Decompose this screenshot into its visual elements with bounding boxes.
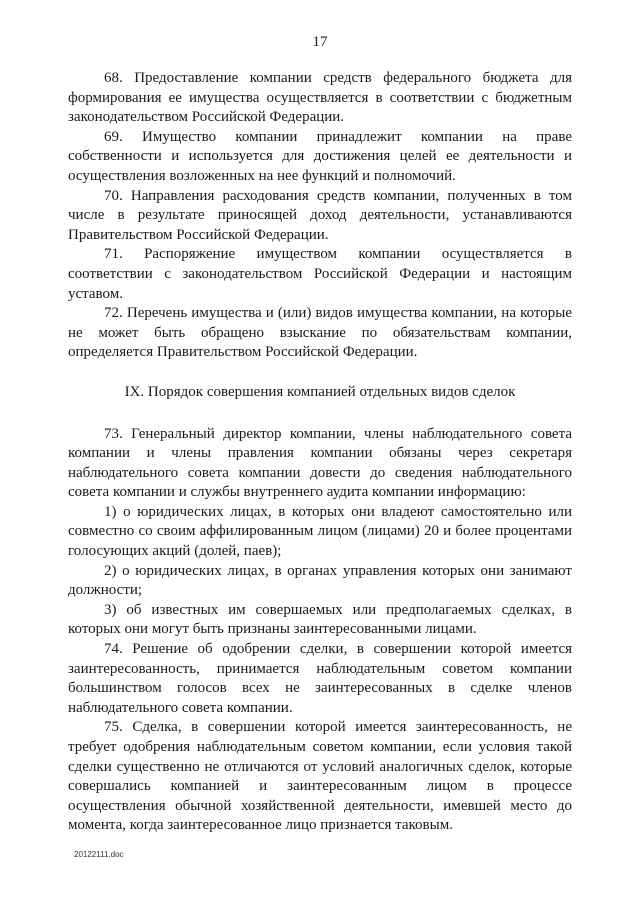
paragraph-68: 68. Предоставление компании средств федерального бюджета для формирования ее имущества осуществляется в соответствии с бюджетным законодательством Российской Федерации. <box>68 70 572 126</box>
paragraph-73: 73. Генеральный директор компании, члены наблюдательного совета компании и члены правления компании обязаны через секретаря наблюдательного совета компании довести до сведения наблюдательного совета компании и службы внутреннего аудита компании информацию: <box>68 425 572 501</box>
list-item-2: 2) о юридических лицах, в органах управления которых они занимают должности; <box>68 562 572 599</box>
footer-filename: 20122111.doc <box>74 850 124 859</box>
paragraph-69: 69. Имущество компании принадлежит компании на праве собственности и используется для достижения целей ее деятельности и осуществления возложенных на нее функций и полномочий. <box>68 128 572 184</box>
paragraph-72: 72. Перечень имущества и (или) видов имущества компании, на которые не может быть обращено взыскание по обязательствам компании, определяется Правительством Российской Федерации. <box>68 305 572 361</box>
list-item-3: 3) об известных им совершаемых или предполагаемых сделках, в которых они могут быть признаны заинтересованными лицами. <box>68 601 572 638</box>
paragraph-71: 71. Распоряжение имуществом компании осуществляется в соответствии с законодательством Российской Федерации и настоящим уставом. <box>68 246 572 302</box>
paragraph-70: 70. Направления расходования средств компании, полученных в том числе в результате приносящей доход деятельности, устанавливаются Правительством Российской Федерации. <box>68 187 572 243</box>
document-body <box>68 69 572 836</box>
list-item-1: 1) о юридических лицах, в которых они владеют самостоятельно или совместно со своим аффилированным лицом (лицами) 20 и более процентами голосующих акций (долей, паев); <box>68 503 572 560</box>
page-number: 17 <box>312 34 328 50</box>
paragraph-75: 75. Сделка, в совершении которой имеется заинтересованность, не требует одобрения наблюдательным советом компании, если условия такой сделки существенно не отличаются от условий аналогичных сделок, которые совершались компанией и заинтересованным лицом в процессе осуществления обычной хозяйственной деятельности, имевшей место до момента, когда заинтересованное лицо признается таковым. <box>68 719 572 834</box>
paragraph-74: 74. Решение об одобрении сделки, в совершении которой имеется заинтересованность, принимается наблюдательным советом компании большинством голосов всех не заинтересованных в сделке членов наблюдательного совета компании. <box>68 641 572 716</box>
section-heading: IX. Порядок совершения компанией отдельных видов сделок <box>124 383 516 400</box>
